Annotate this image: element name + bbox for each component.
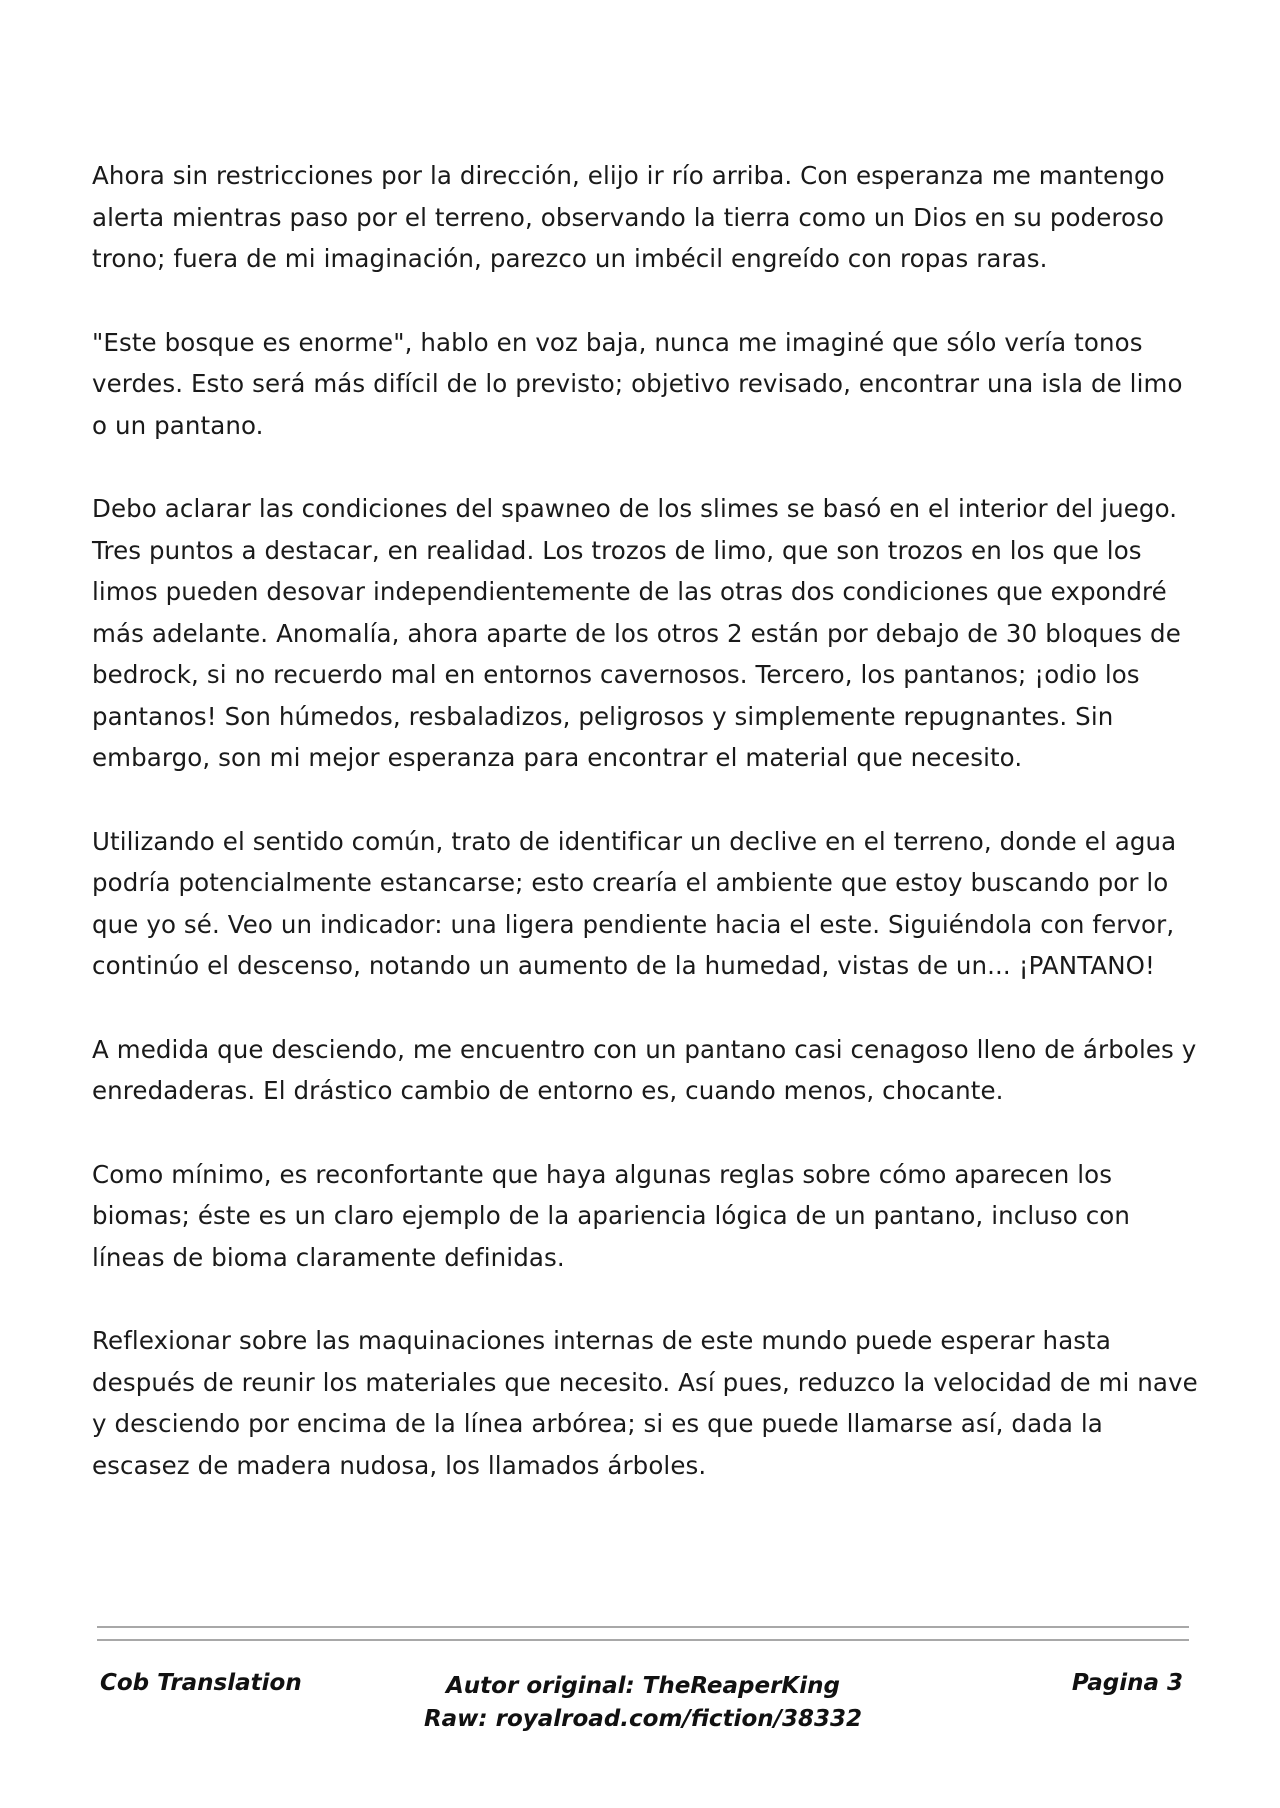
paragraph-5: A medida que desciendo, me encuentro con un pantano casi cenagoso lleno de árboles y enredaderas. El drástico cambio de entorno es, cuando menos, chocante. <box>92 1034 1197 1105</box>
paragraph-2: "Este bosque es enorme", hablo en voz baja, nunca me imaginé que sólo vería tonos verdes. Esto será más difícil de lo previsto; objetivo revisado, encontrar una isla de limo o un pantano. <box>92 327 1183 440</box>
body-text <box>92 155 1202 1528</box>
footer-author: Autor original: TheReaperKing <box>446 1673 840 1699</box>
footer-divider-top <box>97 1626 1189 1628</box>
page-footer <box>97 1670 1189 1750</box>
paragraph-6: Como mínimo, es reconfortante que haya algunas reglas sobre cómo aparecen los biomas; éste es un claro ejemplo de la apariencia lógica de un pantano, incluso con líneas de bioma claramente definidas. <box>92 1159 1130 1272</box>
paragraph-7: Reflexionar sobre las maquinaciones internas de este mundo puede esperar hasta después de reunir los materiales que necesito. Así pues, reduzco la velocidad de mi nave y desciendo por encima de la línea arbórea; si es que puede llamarse así, dada la escasez de madera nudosa, los llamados árboles. <box>92 1326 1198 1480</box>
footer-raw-source: Raw: royalroad.com/fiction/38332 <box>423 1706 863 1732</box>
footer-translator: Cob Translation <box>100 1670 302 1696</box>
page-number: Pagina 3 <box>1071 1670 1183 1696</box>
footer-divider-bottom <box>97 1639 1189 1641</box>
paragraph-1: Ahora sin restricciones por la dirección, elijo ir río arriba. Con esperanza me mantengo alerta mientras paso por el terreno, observando la tierra como un Dios en su poderoso trono; fuera de mi imaginación, parezco un imbécil engreído con ropas raras. <box>92 161 1165 273</box>
paragraph-3: Debo aclarar las condiciones del spawneo de los slimes se basó en el interior del juego. Tres puntos a destacar, en realidad. Los trozos de limo, que son trozos en los que los limos pueden desovar independientemente de las otras dos condiciones que expondré más adelante. Anomalía, ahora aparte de los otros 2 están por debajo de 30 bloques de bedrock, si no recuerdo mal en entornos cavernosos. Tercero, los pantanos; ¡odio los pantanos! Son húmedos, resbaladizos, peligrosos y simplemente repugnantes. Sin embargo, son mi mejor esperanza para encontrar el material que necesito. <box>92 494 1181 772</box>
paragraph-4: Utilizando el sentido común, trato de identificar un declive en el terreno, donde el agua podría potencialmente estancarse; esto crearía el ambiente que estoy buscando por lo que yo sé. Veo un indicador: una ligera pendiente hacia el este. Siguiéndola con fervor, continúo el descenso, notando un aumento de la humedad, vistas de un... ¡PANTANO! <box>92 826 1177 980</box>
footer-credits <box>97 1670 1189 1736</box>
